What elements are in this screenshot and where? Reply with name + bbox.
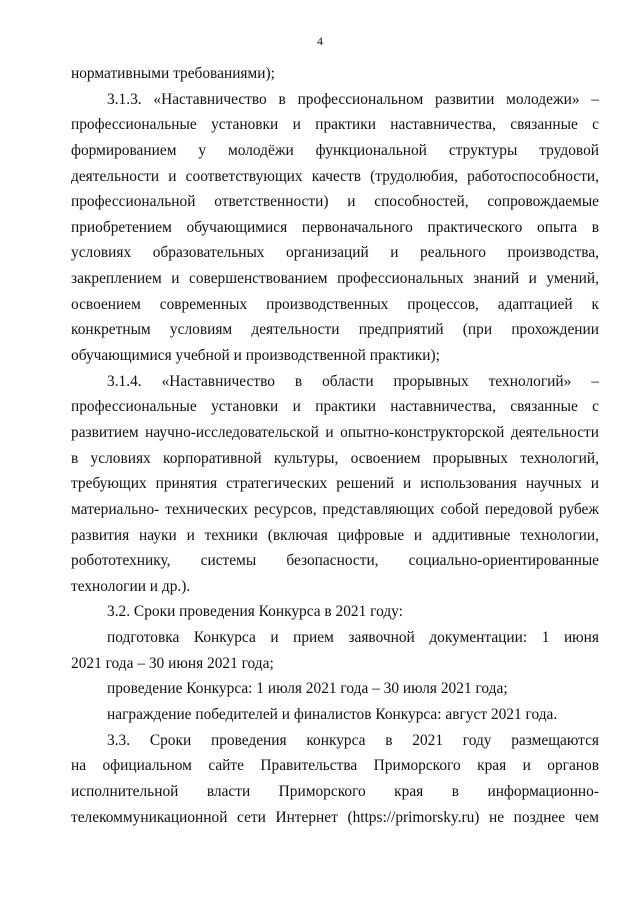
text-line: нормативными требованиями);: [71, 65, 275, 82]
text-line: в условиях корпоративной культуры, освоением прорывных технологий,: [71, 449, 599, 467]
text-line: деятельности и соответствующих качеств (трудолюбия, работоспособности,: [71, 167, 599, 185]
text-line: освоением современных производственных процессов, адаптацией к: [71, 295, 599, 313]
text-line: требующих принятия стратегических решений и использования научных и: [71, 475, 599, 493]
text-line: 2021 года – 30 июня 2021 года;: [71, 654, 274, 672]
text-line: профессиональной ответственности) и способностей, сопровождаемые: [71, 193, 599, 211]
text-line: развития науки и техники (включая цифровые и аддитивные технологии,: [71, 526, 599, 544]
page-number: 4: [317, 34, 323, 48]
text-line: подготовка Конкурса и прием заявочной документации: 1 июня: [107, 629, 599, 647]
document-body: [71, 61, 599, 830]
text-line: 3.1.4. «Наставничество в области прорывных технологий» –: [107, 372, 599, 390]
text-line: 3.1.3. «Наставничество в профессиональном развитии молодежи» –: [107, 90, 599, 108]
text-line: проведение Конкурса: 1 июля 2021 года – 30 июля 2021 года;: [107, 680, 508, 698]
text-line: 3.3. Сроки проведения конкурса в 2021 году размещаются: [107, 731, 599, 749]
text-line: на официальном сайте Правительства Приморского края и органов: [71, 757, 599, 775]
text-line: материально- технических ресурсов, представляющих собой передовой рубеж: [71, 500, 599, 518]
text-line: профессиональные установки и практики наставничества, связанные с: [71, 398, 599, 416]
text-line: технологии и др.).: [71, 577, 191, 595]
text-line: формированием у молодёжи функциональной структуры трудовой: [71, 141, 599, 159]
text-line: телекоммуникационной сети Интернет (https://primorsky.ru) не позднее чем: [71, 808, 599, 826]
text-line: награждение победителей и финалистов Конкурса: август 2021 года.: [107, 706, 558, 724]
text-line: 3.2. Сроки проведения Конкурса в 2021 году:: [107, 603, 403, 621]
text-line: развитием научно-исследовательской и опытно-конструкторской деятельности: [71, 423, 599, 441]
text-line: приобретением обучающимися первоначального практического опыта в: [71, 218, 599, 236]
text-line: обучающимися учебной и производственной практики);: [71, 347, 440, 365]
text-line: робототехнику, системы безопасности, социально-ориентированные: [71, 552, 599, 570]
text-line: исполнительной власти Приморского края в информационно-: [71, 782, 599, 800]
text-line: условиях образовательных организаций и реального производства,: [71, 244, 599, 262]
text-line: закреплением и совершенствованием профессиональных знаний и умений,: [71, 270, 599, 288]
text-line: конкретным условиям деятельности предприятий (при прохождении: [71, 321, 599, 339]
text-line: профессиональные установки и практики наставничества, связанные с: [71, 116, 599, 134]
